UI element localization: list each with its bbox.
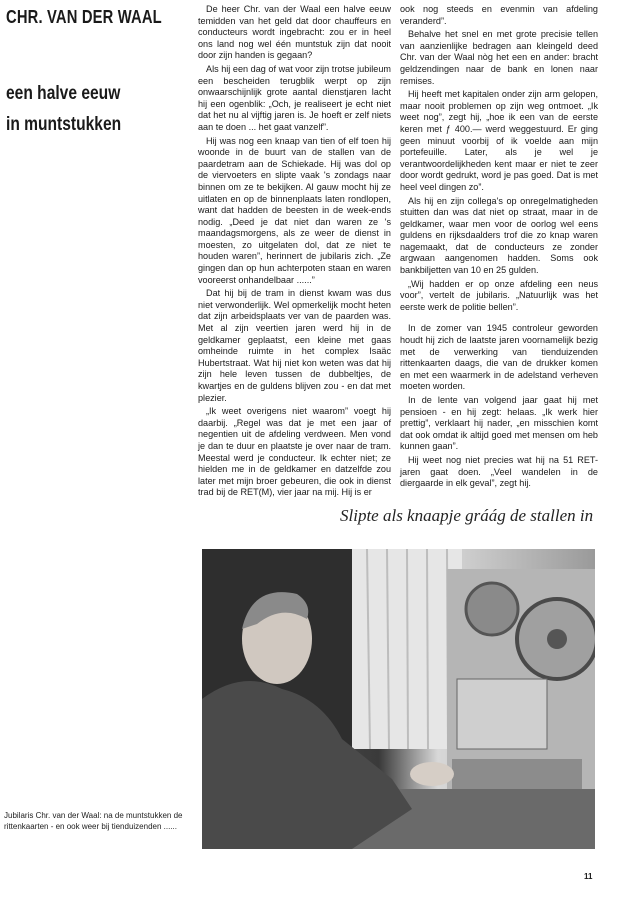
- page-number: 11: [584, 872, 593, 881]
- paragraph: Dat hij bij de tram in dienst kwam was dus niet verwonderlijk. Wel opmerkelijk mocht heten dat zijn arbeidsplaats ver van de paarden was. Met al zijn veertien jaren werd hij in de geldkamer geplaatst, een kleine met gaas omheinde ruimte in het complex Isaäc Hubertstraat. Wat hij niet kon weten was dat hij zijn hele leven tussen de dubbeltjes, de kwartjes en de guldens blijven zou - en dat met plezier.: [198, 288, 391, 403]
- paragraph: De heer Chr. van der Waal een halve eeuw temidden van het geld dat door chauffeurs en conducteurs wordt ingebracht: zou er in heel ons land nog wel één muntstuk zijn dat nooit door zijn handen is gegaan?: [198, 4, 391, 61]
- paragraph: ook nog steeds en evenmin van afdeling veranderd”.: [400, 4, 598, 26]
- paragraph: In de zomer van 1945 controleur geworden houdt hij zich de laatste jaren voornamelijk bezig met de verwerking van tienduizenden rittenkaarten daags, die van de drukker komen en met een waarmerk in de adelstand verheven moeten worden.: [400, 323, 598, 392]
- paragraph: „Ik weet overigens niet waarom” voegt hij daarbij. „Regel was dat je met een jaar of negentien uit de afdeling verdween. Men vond je dan te duur en plaatste je over naar de tram. Meestal werd je conducteur. Ik echter niet; ze hielden me in de geldkamer en datzelfde zou later met mijn broer gebeuren, die ook in dienst trad bij de RET(M), vier jaar na mij. Hij is er: [198, 406, 391, 498]
- article-title: CHR. VAN DER WAAL: [6, 7, 162, 27]
- article-subtitle: [6, 78, 170, 140]
- body-column-1: [198, 4, 391, 499]
- paragraph: Hij heeft met kapitalen onder zijn arm gelopen, maar nooit problemen op zijn weg ontmoet. „Ik weet nog”, zegt hij, „hoe ik een van de eerste keren met ƒ 400.— werd weggestuurd. Er ging geen minuut voorbij of ik voelde aan mijn portefeuille. Later, als je wel je verantwoordelijkheden kent maar er niet te zeer door wordt gedrukt, word je pas goed. Dat is met heel veel dingen zo”.: [400, 89, 598, 192]
- subtitle-line-1: een halve eeuw: [6, 83, 121, 104]
- photo-illustration: [202, 549, 595, 849]
- paragraph: In de lente van volgend jaar gaat hij met pensioen - en hij zegt: helaas. „Ik werk hier prettig”, verklaart hij nader, „en misschien komt dat ook omdat ik altijd goed met mensen om heb kunnen gaan”.: [400, 395, 598, 452]
- paragraph: Als hij een dag of wat voor zijn trotse jubileum een bescheiden terugblik werpt op zijn onwaarschijnlijk grote aantal dienstjaren lacht hij een ogenblik: „Och, je realiseert je echt niet dat het nu al vijftig jaren is. Je hoeft er zelf niets aan te doen ... het gaat vanzelf”.: [198, 63, 391, 132]
- subtitle-line-2: in muntstukken: [6, 114, 122, 135]
- pull-quote: Slipte als knaapje gráág de stallen in: [340, 506, 594, 525]
- paragraph: Hij was nog een knaap van tien of elf toen hij woonde in de buurt van de stallen van de paardetram aan de Schiekade. Hij was dol op de viervoeters en slipte vaak 's zondags naar binnen om ze te bekijken. Al gauw mocht hij ze uitlaten en op de binnenplaats laten rondlopen, want dat hadden de beesten in de week-ends nodig. „Deed je dat niet dan waren ze 's maandagsmorgens, als ze weer de dienst in moesten, zo uitgelaten dol, dat ze niet te houden waren”, herinnert de jubilaris zich. „Ze gingen dan op hun achterpoten staan en waren vooreerst onhandelbaar ......”: [198, 135, 391, 285]
- photo-jubilarian-at-machine: [202, 549, 595, 849]
- paragraph: Hij weet nog niet precies wat hij na 51 RET-jaren gaat doen. „Veel wandelen in de diergaarde in elk geval”, zegt hij.: [400, 454, 598, 489]
- body-column-2: [400, 4, 598, 490]
- photo-caption: Jubilaris Chr. van der Waal: na de muntstukken de rittenkaarten - en ook weer bij tienduizenden ......: [4, 811, 183, 831]
- paragraph: „Wij hadden er op onze afdeling een neus voor”, vertelt de jubilaris. „Natuurlijk was het eerste werk de politie bellen”.: [400, 278, 598, 312]
- paragraph: Als hij en zijn collega's op onregelmatigheden stuitten dan was dat niet op straat, maar in de geldkamer, waar men voor de oorlog wel eens guldens en rijksdaalders trof die zo knap waren nagemaakt, dat de conducteurs ze zonder argwaan aangenomen hadden. Soms ook bankbiljetten van 10 en 25 gulden.: [400, 195, 598, 276]
- paragraph: Behalve het snel en met grote precisie tellen van aanzienlijke bedragen aan kleingeld deed Chr. van der Waal nòg het een en ander: bracht geldzendingen naar de bank en lonen naar remises.: [400, 29, 598, 86]
